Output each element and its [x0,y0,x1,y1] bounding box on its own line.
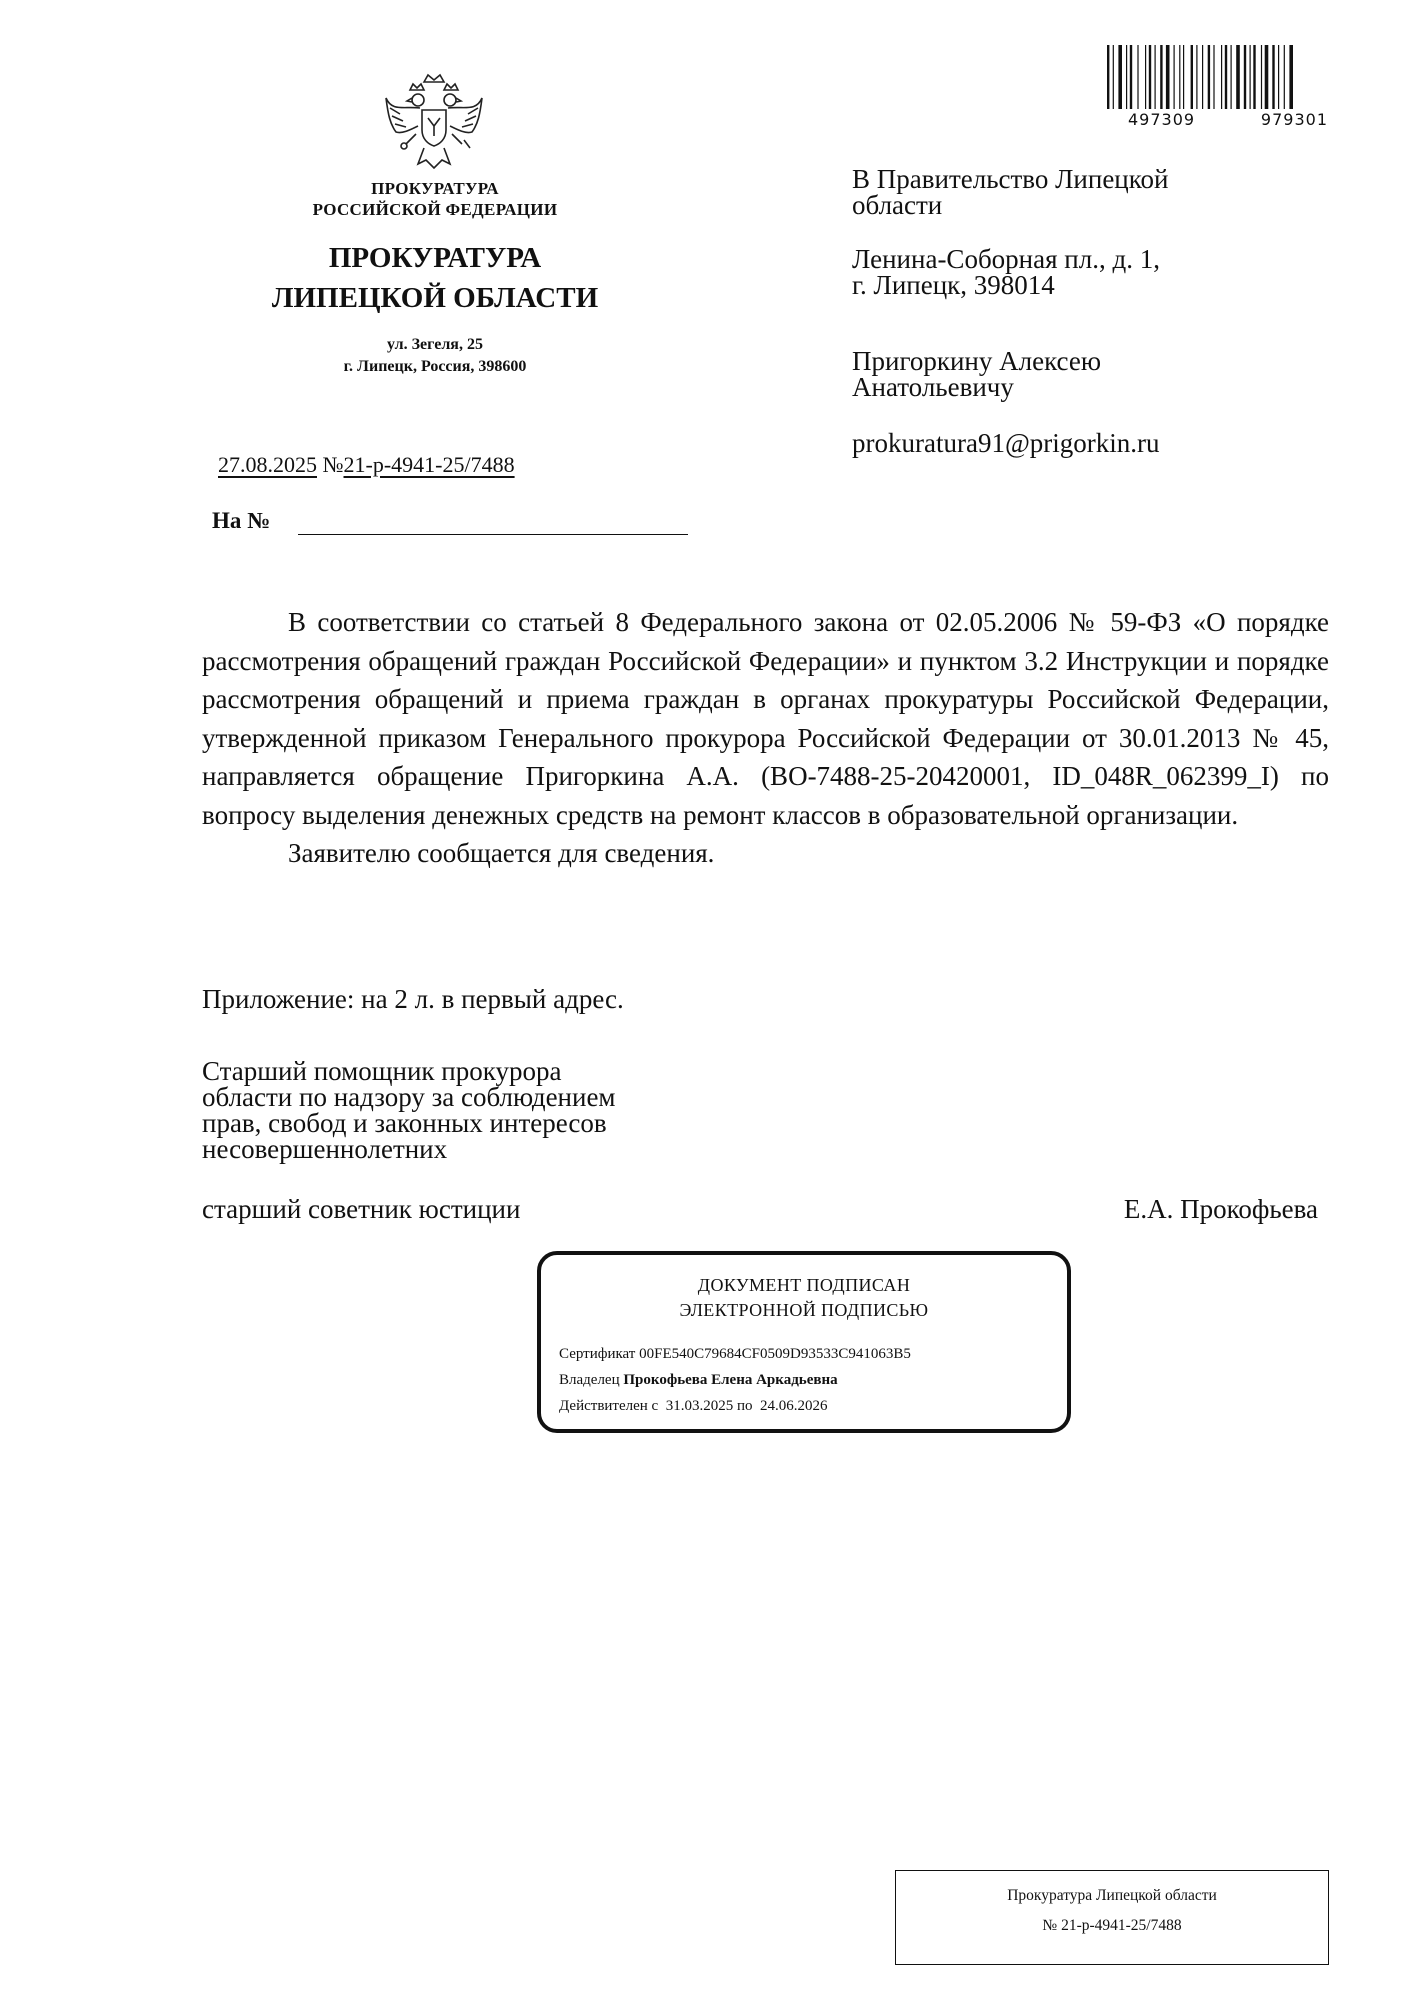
barcode-bar [1174,45,1175,109]
barcode-bar [1183,45,1184,109]
stamp-line1: Прокуратура Липецкой области [1007,1887,1217,1904]
reply-to-label: На № [212,508,271,533]
esig-valid-from: 31.03.2025 [665,1398,734,1414]
barcode-bar [1272,45,1274,109]
doc-number: 21-р-4941-25/7488 [343,452,515,477]
barcode-bar [1149,45,1151,109]
barcode-bar [1166,45,1170,109]
stamp-number-sign: № [1042,1917,1058,1934]
org-parent-line1: ПРОКУРАТУРА [371,179,499,198]
signer-position [202,1058,616,1162]
recipient-government-address-line1: Ленина-Соборная пл., д. 1, [852,244,1160,274]
barcode-bar [1202,45,1203,109]
org-name [200,238,670,318]
barcode-number-right: 979301 [1260,110,1328,129]
barcode-bar [1137,45,1138,109]
registration-stamp [895,1870,1329,1965]
org-address-line2: г. Липецк, Россия, 398600 [343,358,527,375]
stamp-number: 21-р-4941-25/7488 [1061,1917,1182,1934]
barcode-bar [1261,45,1262,109]
org-parent-name [250,178,620,220]
recipient-government-line2: области [852,190,943,220]
esig-title-line1: ДОКУМЕНТ ПОДПИСАН [697,1275,911,1295]
org-name-line1: ПРОКУРАТУРА [328,242,542,274]
barcode-bar [1130,45,1132,109]
signer-position-line4: несовершеннолетних [202,1134,448,1164]
recipient-person [852,348,1101,400]
barcode-bar [1160,45,1162,109]
barcode-number [1128,110,1328,129]
recipient-email: prokuratura91@prigorkin.ru [852,428,1160,458]
doc-date: 27.08.2025 [218,452,317,477]
barcode-bar [1179,45,1180,109]
recipient-government-line1: В Правительство Липецкой [852,164,1169,194]
barcode-bar [1191,45,1193,109]
esig-validity [559,1398,828,1415]
barcode [1107,45,1330,109]
barcode-bar [1231,45,1232,109]
barcode-bar [1213,45,1214,109]
barcode-bar [1208,45,1210,109]
org-address-line1: ул. Зегеля, 25 [387,336,483,353]
electronic-signature-box [537,1251,1071,1433]
body-paragraph-1: В соответствии со статьей 8 Федерального закона от 02.05.2006 № 59-ФЗ «О порядке рассмотрения обращений граждан Российской Федерации» и пунктом 3.2 Инструкции и порядке рассмотрения обращений и приема граждан в органах прокуратуры Российской Федерации, утвержденной приказом Генерального прокурора Российской Федерации от 30.01.2013 № 45, направляется обращение Пригоркина А.А. (ВО-7488-25-20420001, ID_048R_062399_I) по вопросу выделения денежных средств на ремонт классов в образовательной организации. [202,607,1329,830]
signer-position-line1: Старший помощник прокурора [202,1056,562,1086]
esig-valid-to-label: по [736,1398,753,1414]
barcode-bar [1250,45,1251,109]
recipient-government-address [852,246,1160,298]
appendix-note: Приложение: на 2 л. в первый адрес. [202,984,624,1014]
barcode-bar [1145,45,1146,109]
signer-rank: старший советник юстиции [202,1194,521,1224]
esig-owner-value: Прокофьева Елена Аркадьевна [623,1372,838,1388]
signer-position-line3: прав, свобод и законных интересов [202,1108,607,1138]
barcode-bar [1278,45,1279,109]
barcode-bar [1107,45,1109,109]
barcode-bar [1113,45,1114,109]
barcode-bar [1284,45,1285,109]
esig-title [541,1273,1067,1323]
barcode-bar [1225,45,1227,109]
barcode-bar [1126,45,1127,109]
esig-certificate [559,1346,911,1363]
recipient-government [852,166,1168,218]
stamp-number-line [896,1911,1328,1941]
esig-owner-label: Владелец [559,1372,620,1388]
esig-cert-value: 00FE540C79684CF0509D93533C941063B5 [639,1346,911,1362]
signer-position-line2: области по надзору за соблюдением [202,1082,616,1112]
esig-owner [559,1372,838,1389]
coat-of-arms-icon [380,68,488,176]
registration-line [218,452,515,478]
letter-body [202,603,1329,873]
org-address [250,334,620,378]
doc-number-sign: № [322,452,344,477]
barcode-bar [1221,45,1222,109]
org-name-line2: ЛИПЕЦКОЙ ОБЛАСТИ [271,282,599,314]
recipient-government-address-line2: г. Липецк, 398014 [852,270,1055,300]
recipient-person-line2: Анатольевичу [852,372,1014,402]
barcode-bar [1236,45,1240,109]
esig-title-line2: ЭЛЕКТРОННОЙ ПОДПИСЬЮ [679,1300,929,1320]
barcode-number-left: 497309 [1128,110,1196,129]
barcode-bar [1118,45,1122,109]
org-parent-line2: РОССИЙСКОЙ ФЕДЕРАЦИИ [312,200,558,219]
signer-name: Е.А. Прокофьева [1123,1194,1318,1224]
barcode-bar [1244,45,1246,109]
barcode-bar [1289,45,1293,109]
barcode-bar [1196,45,1197,109]
barcode-bar [1265,45,1269,109]
esig-cert-label: Сертификат [559,1346,636,1362]
body-paragraph-2: Заявителю сообщается для сведения. [288,838,715,868]
barcode-bar [1155,45,1156,109]
barcode-bar [1253,45,1255,109]
esig-valid-label: Действителен с [559,1398,659,1414]
recipient-person-line1: Пригоркину Алексею [852,346,1101,376]
reply-to-blank-line [298,534,688,535]
esig-valid-to: 24.06.2026 [760,1398,828,1414]
